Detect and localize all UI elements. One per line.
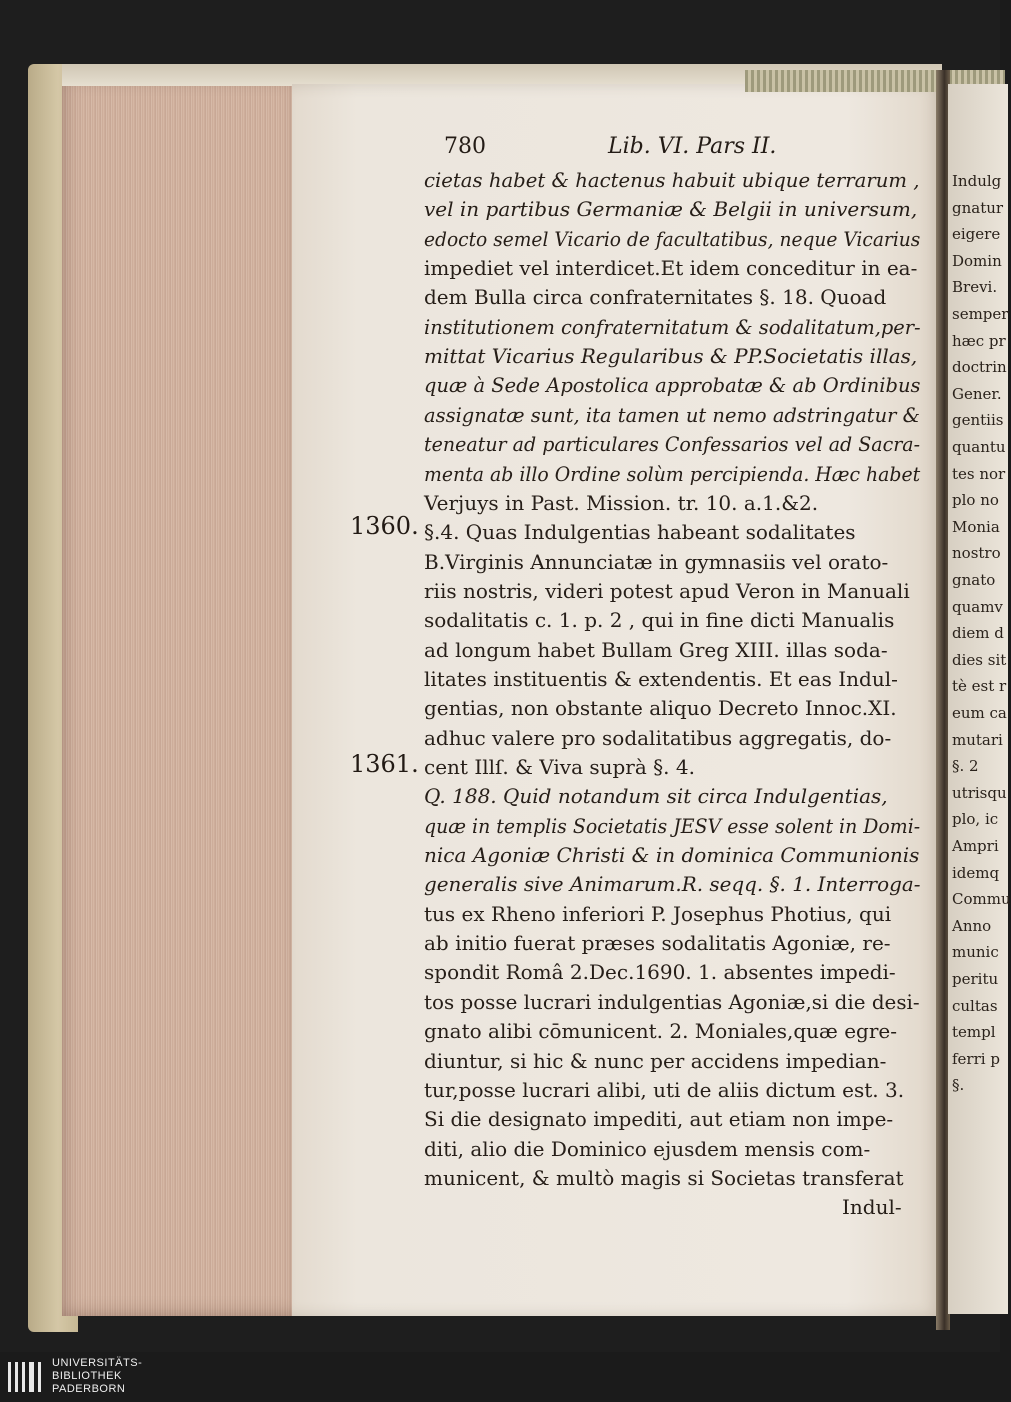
text-line: quæ in templis Societatis JESV esse solent in Domi- xyxy=(424,813,921,838)
library-logo-icon xyxy=(8,1362,44,1392)
text-line: vel in partibus Germaniæ & Belgii in universum, xyxy=(424,197,918,222)
text-line-fragment: Commu xyxy=(952,890,1011,909)
text-line-fragment: peritu xyxy=(952,970,999,988)
text-line: Si die designato impediti, aut etiam non impe- xyxy=(424,1107,894,1132)
text-line: tos posse lucrari indulgentias Agoniæ,si die desi- xyxy=(424,989,920,1014)
text-line-fragment: gnatur xyxy=(952,198,1004,217)
text-line: §.4. Quas Indulgentias habeant sodalitates xyxy=(424,520,856,545)
text-line: impediet vel interdicet.Et idem conceditur in ea- xyxy=(424,256,918,281)
margin-number: 1361. xyxy=(350,750,419,778)
text-line-fragment: gnato xyxy=(952,571,996,589)
text-line: litates instituentis & extendentis. Et eas Indul- xyxy=(424,666,898,691)
text-line: assignatæ sunt, ita tamen ut nemo adstringatur & xyxy=(424,402,920,427)
page-stack-edge xyxy=(62,76,302,1316)
text-line: riis nostris, videri potest apud Veron in Manuali xyxy=(424,578,910,603)
text-line-fragment: §. xyxy=(952,1076,965,1095)
text-line-fragment: hæc pr xyxy=(952,331,1006,350)
text-line-fragment: Indulg xyxy=(952,172,1002,190)
text-line: municent, & multò magis si Societas transferat xyxy=(424,1165,904,1190)
text-line-fragment: doctrin xyxy=(952,358,1007,377)
text-line-fragment: gentiis xyxy=(952,411,1004,430)
text-line: diuntur, si hic & nunc per accidens impedian- xyxy=(424,1048,887,1073)
text-line: tus ex Rheno inferiori P. Josephus Photius, qui xyxy=(424,901,892,926)
text-line: diti, alio die Dominico ejusdem mensis com- xyxy=(424,1136,871,1161)
text-line-fragment: cultas xyxy=(952,996,998,1015)
text-line: teneatur ad particulares Confessarios vel ad Sacra- xyxy=(424,432,921,457)
text-line: Indul- xyxy=(842,1195,902,1220)
text-line-fragment: quantu xyxy=(952,438,1006,456)
text-line-fragment: templ xyxy=(952,1023,996,1042)
running-title: Lib. VI. Pars II. xyxy=(608,134,777,159)
text-line-fragment: §. 2 xyxy=(952,757,979,776)
text-line: ab initio fuerat præses sodalitatis Agoniæ, re- xyxy=(424,931,891,956)
text-line-fragment: mutari xyxy=(952,730,1003,749)
text-line-fragment: Monia xyxy=(952,517,1000,536)
footer-line-3: PADERBORN xyxy=(52,1383,126,1395)
text-line: nica Agoniæ Christi & in dominica Communionis xyxy=(424,843,920,868)
text-line: quæ à Sede Apostolica approbatæ & ab Ordinibus xyxy=(424,373,921,398)
text-line-fragment: eum ca xyxy=(952,704,1007,722)
margin-number: 1360. xyxy=(350,512,419,540)
text-line: spondit Româ 2.Dec.1690. 1. absentes impedi- xyxy=(424,960,896,985)
text-line: B.Virginis Annunciatæ in gymnasiis vel orato- xyxy=(424,549,889,574)
text-line-fragment: eigere xyxy=(952,225,1001,244)
text-line-fragment: plo, ic xyxy=(952,810,999,829)
text-line: edocto semel Vicario de facultatibus, neque Vicarius xyxy=(424,226,921,251)
text-line: gentias, non obstante aliquo Decreto Innoc.XI. xyxy=(424,696,897,721)
text-line: adhuc valere pro sodalitatibus aggregatis, do- xyxy=(424,725,892,750)
text-line-fragment: Brevi. xyxy=(952,278,998,297)
text-line: Verjuys in Past. Mission. tr. 10. a.1.&2. xyxy=(424,490,819,515)
text-line-fragment: tes nor xyxy=(952,464,1006,483)
text-line: ad longum habet Bullam Greg XIII. illas soda- xyxy=(424,637,888,662)
text-line-fragment: dies sit xyxy=(952,650,1007,669)
text-line-fragment: Gener. xyxy=(952,384,1002,403)
page-number: 780 xyxy=(444,134,486,159)
text-line-fragment: idemq xyxy=(952,863,1000,882)
text-line: gnato alibi cōmunicent. 2. Moniales,quæ egre- xyxy=(424,1019,897,1044)
text-line-fragment: Ampri xyxy=(952,837,999,855)
text-line-fragment: quamv xyxy=(952,597,1003,616)
text-line: generalis sive Animarum.R. seqq. §. 1. Interroga- xyxy=(424,872,921,897)
text-line: sodalitatis c. 1. p. 2 , qui in fine dicti Manualis xyxy=(424,608,895,633)
text-line-fragment: plo no xyxy=(952,491,999,510)
text-line: dem Bulla circa confraternitates §. 18. Quoad xyxy=(424,285,887,310)
text-line: menta ab illo Ordine solùm percipienda. Hæc habet xyxy=(424,461,921,486)
text-line-fragment: nostro xyxy=(952,544,1001,563)
text-line: cietas habet & hactenus habuit ubique terrarum , xyxy=(424,168,920,192)
text-line-fragment: utrisqu xyxy=(952,783,1007,802)
footer-line-2: BIBLIOTHEK xyxy=(52,1370,122,1382)
text-line-fragment: munic xyxy=(952,943,999,962)
text-line: tur,posse lucrari alibi, uti de aliis dictum est. 3. xyxy=(424,1077,905,1102)
text-line-fragment: Anno xyxy=(952,916,992,935)
text-line-fragment: tè est r xyxy=(952,677,1007,696)
text-line: Q. 188. Quid notandum sit circa Indulgentias, xyxy=(424,784,888,809)
text-line: mittat Vicarius Regularibus & PP.Societatis illas, xyxy=(424,344,918,369)
text-line-fragment: ferri p xyxy=(952,1049,1000,1068)
library-footer xyxy=(0,1352,1000,1402)
text-line-fragment: semper xyxy=(952,305,1009,323)
text-line: cent Illſ. & Viva suprà §. 4. xyxy=(424,755,695,779)
text-line-fragment: Domin xyxy=(952,251,1002,270)
text-line-fragment: diem d xyxy=(952,624,1004,643)
text-line: institutionem confraternitatum & sodalitatum,per- xyxy=(424,314,921,339)
footer-line-1: UNIVERSITÄTS- xyxy=(52,1357,143,1369)
